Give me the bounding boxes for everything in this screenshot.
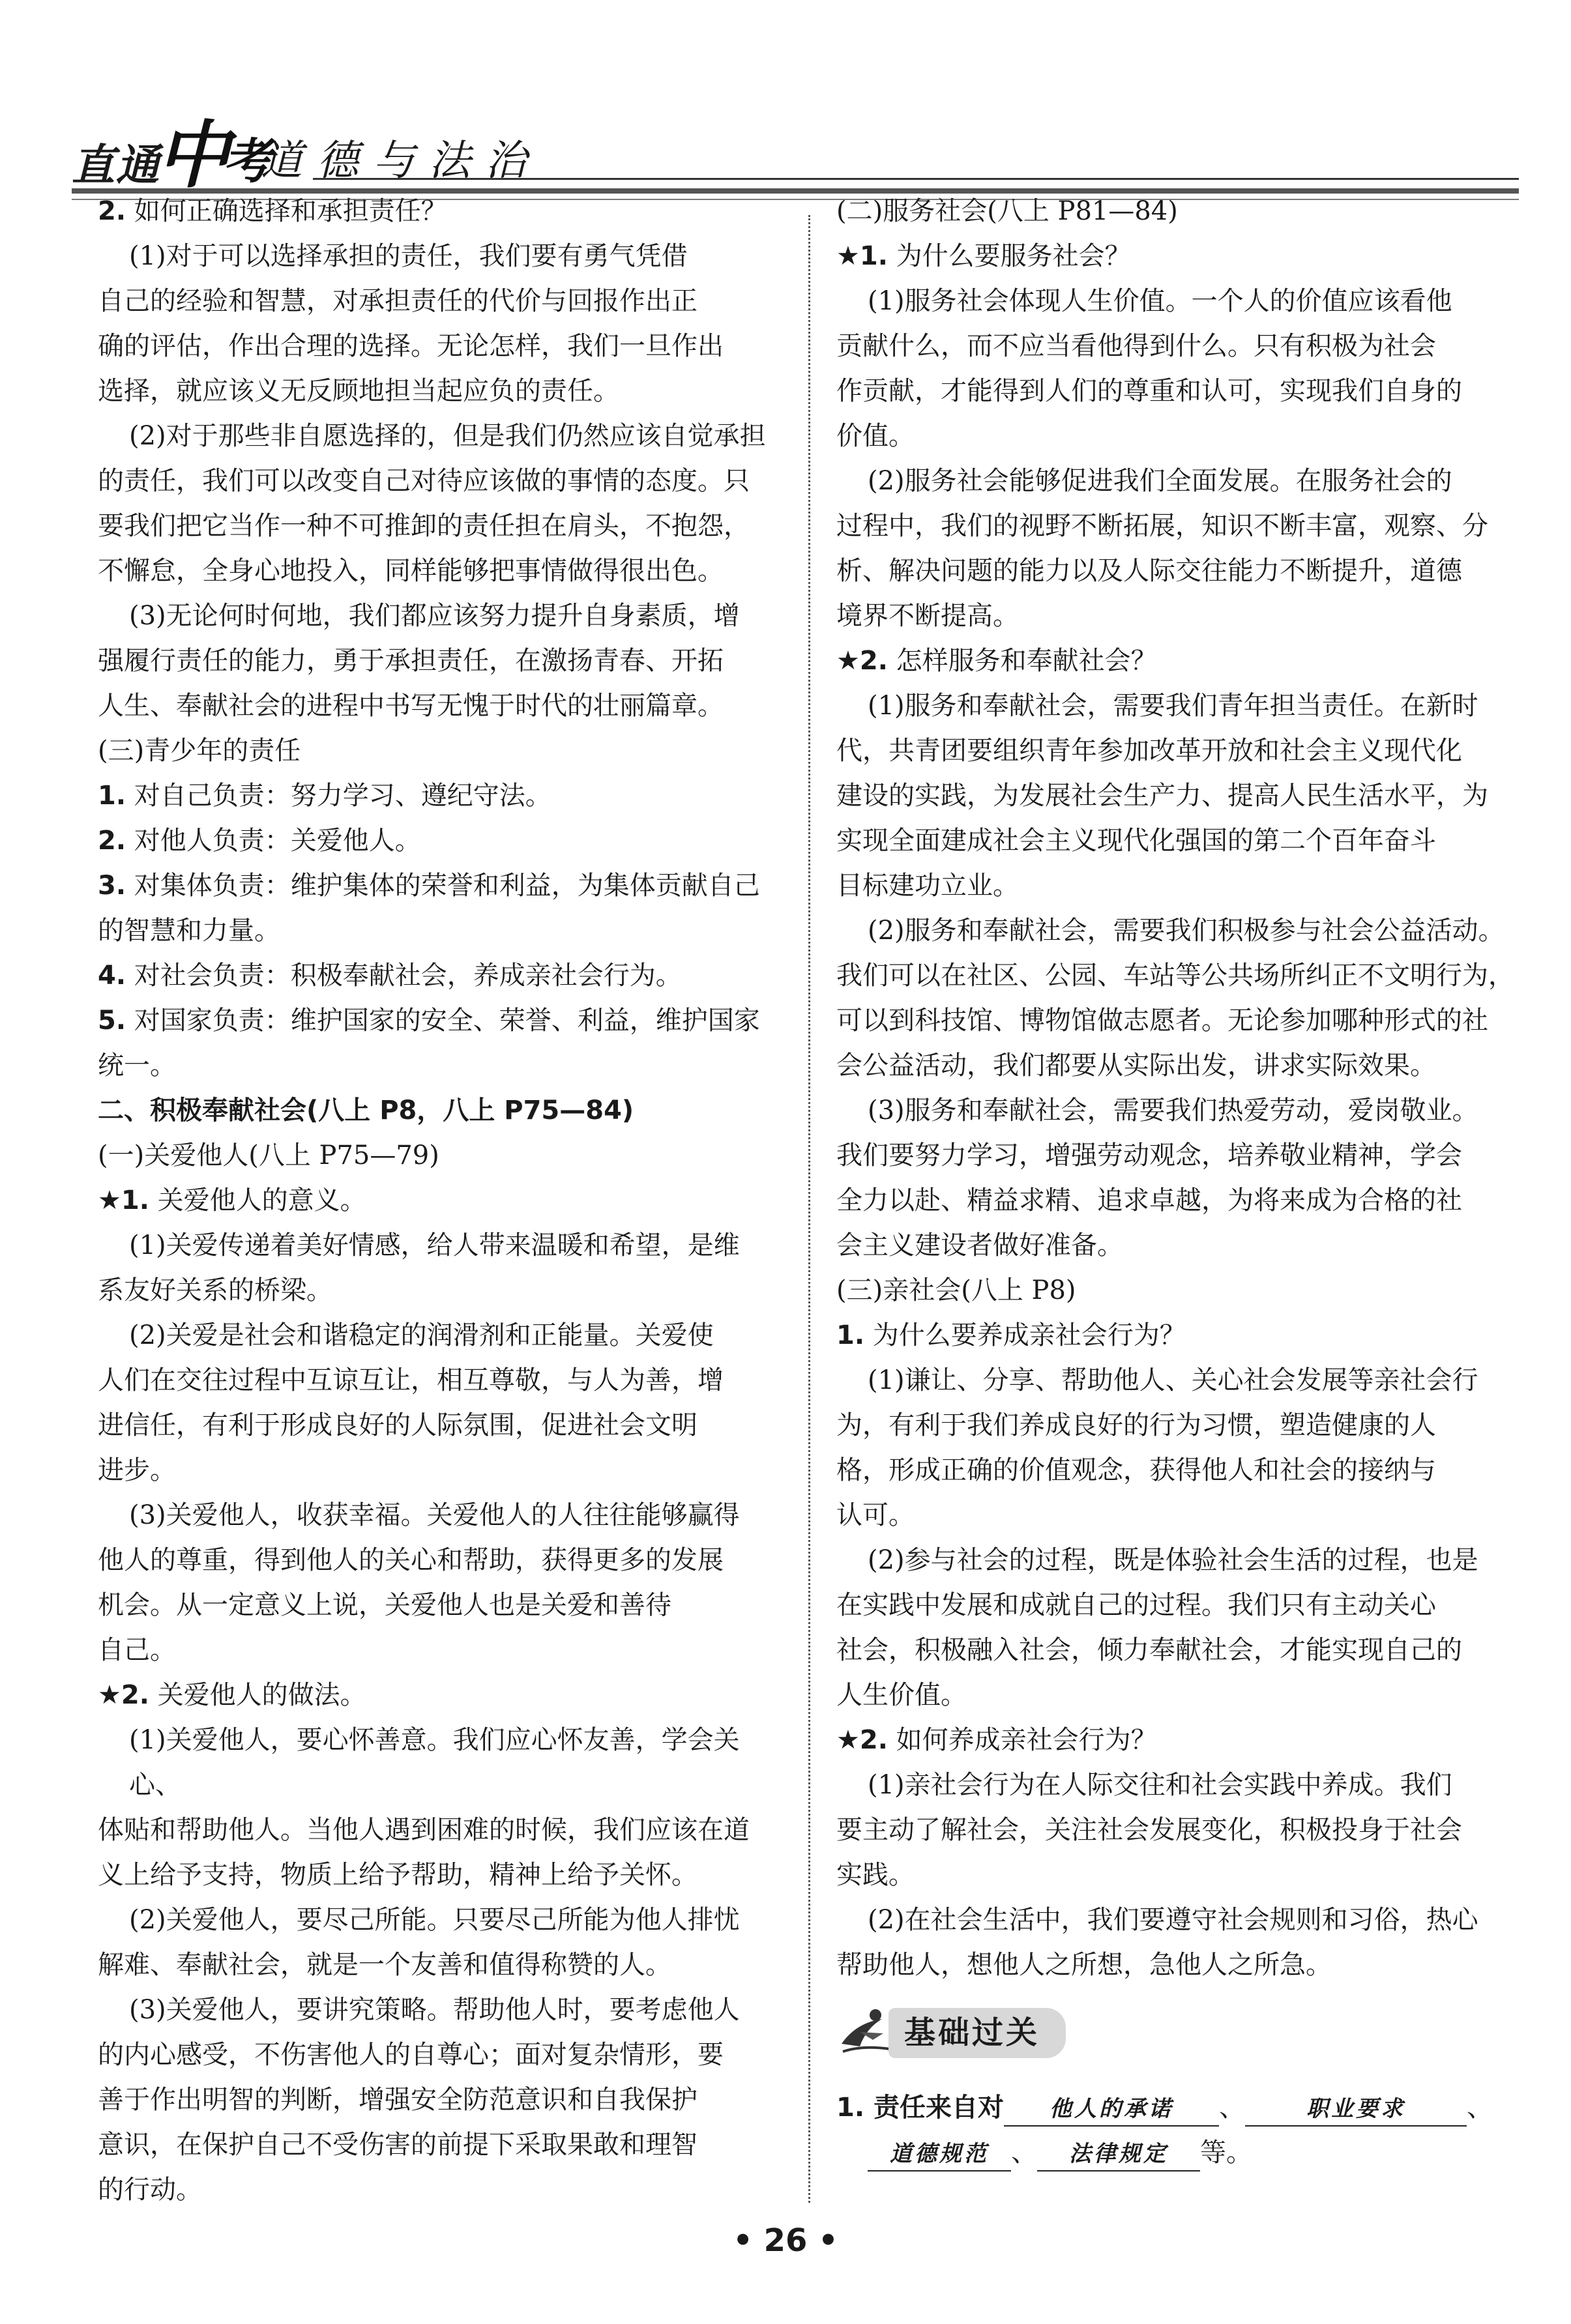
text-line: (三)青少年的责任 bbox=[98, 736, 301, 766]
text-line: (1)关爱传递着美好情感，给人带来温暖和希望，是维 bbox=[129, 1230, 740, 1260]
series-logo bbox=[72, 113, 271, 198]
text-line: 强履行责任的能力，勇于承担责任，在激扬青春、开拓 bbox=[98, 646, 724, 676]
item-number: 2. bbox=[98, 826, 126, 856]
text-line: 会公益活动，我们都要从实际出发，讲求实际效果。 bbox=[836, 1051, 1436, 1081]
text-line: 会主义建设者做好准备。 bbox=[836, 1230, 1123, 1260]
text-line: 进信任，有利于形成良好的人际氛围，促进社会文明 bbox=[98, 1410, 697, 1440]
text-line: 人生价值。 bbox=[836, 1680, 967, 1710]
text-line: (3)无论何时何地，我们都应该努力提升自身素质，增 bbox=[129, 601, 740, 631]
text-line: (三)亲社会(八上 P8) bbox=[836, 1275, 1076, 1305]
text-line: 4. 对社会负责：积极奉献社会，养成亲社会行为。 bbox=[98, 961, 682, 991]
text-line: (一)关爱他人(八上 P75—79) bbox=[98, 1140, 439, 1170]
text-line: 建设的实践，为发展社会生产力、提高人民生活水平，为 bbox=[836, 781, 1488, 811]
text-line: (2)对于那些非自愿选择的，但是我们仍然应该自觉承担 bbox=[129, 421, 766, 451]
text-line: 过程中，我们的视野不断拓展，知识不断丰富，观察、分 bbox=[836, 511, 1488, 541]
left-column bbox=[98, 189, 786, 2213]
text-line: (1)服务社会体现人生价值。一个人的价值应该看他 bbox=[868, 286, 1452, 316]
answer-blank-2: 职业要求 bbox=[1245, 2093, 1467, 2127]
text-line: 解难、奉献社会，就是一个友善和值得称赞的人。 bbox=[98, 1950, 671, 1980]
text-line: 为，有利于我们养成良好的行为习惯，塑造健康的人 bbox=[836, 1410, 1436, 1440]
text-line: 二、积极奉献社会(八上 P8，八上 P75—84) bbox=[98, 1096, 634, 1126]
item-number: ★2. bbox=[98, 1680, 149, 1710]
text-line: 在实践中发展和成就自己的过程。我们只有主动关心 bbox=[836, 1590, 1436, 1620]
text-line: 2. 如何正确选择和承担责任？ bbox=[98, 196, 447, 226]
text-line: 1. 为什么要养成亲社会行为？ bbox=[836, 1320, 1186, 1350]
section-banner bbox=[836, 1997, 1527, 2069]
item-number: 4. bbox=[98, 961, 126, 991]
text-line: (1)对于可以选择承担的责任，我们要有勇气凭借 bbox=[129, 241, 688, 271]
column-divider bbox=[808, 215, 810, 2203]
separator: 、 bbox=[1218, 2093, 1245, 2123]
text-line: 系友好关系的桥梁。 bbox=[98, 1275, 332, 1305]
item-number: ★1. bbox=[98, 1185, 149, 1215]
text-line: 作贡献，才能得到人们的尊重和认可，实现我们自身的 bbox=[836, 376, 1462, 406]
item-number: ★1. bbox=[836, 241, 888, 271]
page-number: • 26 • bbox=[733, 2222, 838, 2259]
text-line: (二)服务社会(八上 P81—84) bbox=[836, 196, 1178, 226]
text-line: 境界不断提高。 bbox=[836, 601, 1019, 631]
answer-blank-4: 法律规定 bbox=[1037, 2138, 1200, 2171]
text-line: 统一。 bbox=[98, 1051, 176, 1081]
text-line: 自己的经验和智慧，对承担责任的代价与回报作出正 bbox=[98, 286, 697, 316]
text-line: 认可。 bbox=[836, 1500, 915, 1530]
text-line: 5. 对国家负责：维护国家的安全、荣誉、利益，维护国家 bbox=[98, 1006, 760, 1036]
item-number: 1. bbox=[836, 1320, 865, 1350]
text-line: 不懈怠，全身心地投入，同样能够把事情做得很出色。 bbox=[98, 556, 724, 586]
logo-text-b: 中 bbox=[156, 113, 229, 198]
subject-title: 道德与法治 bbox=[261, 137, 541, 185]
text-line: 我们可以在社区、公园、车站等公共场所纠正不文明行为， bbox=[836, 961, 1514, 991]
text-line: (2)在社会生活中，我们要遵守社会规则和习俗，热心 bbox=[868, 1905, 1478, 1935]
text-line: (3)服务和奉献社会，需要我们热爱劳动，爱岗敬业。 bbox=[868, 1096, 1478, 1126]
text-line: 帮助他人，想他人之所想，急他人之所急。 bbox=[836, 1950, 1332, 1980]
text-line: 的内心感受，不伤害他人的自尊心；面对复杂情形，要 bbox=[98, 2040, 724, 2070]
text-line: (2)服务和奉献社会，需要我们积极参与社会公益活动。 bbox=[868, 916, 1505, 946]
item-number: 5. bbox=[98, 1006, 126, 1036]
text-line: 全力以赴、精益求精、追求卓越，为将来成为合格的社 bbox=[836, 1185, 1462, 1215]
text-line: 1. 对自己负责：努力学习、遵纪守法。 bbox=[98, 781, 551, 811]
separator: 、 bbox=[1011, 2138, 1037, 2168]
right-column-text bbox=[836, 189, 1527, 1988]
logo-text-a: 直通 bbox=[72, 140, 160, 190]
text-line: 我们要努力学习，增强劳动观念，培养敬业精神，学会 bbox=[836, 1140, 1462, 1170]
text-line: 贡献什么，而不应当看他得到什么。只有积极为社会 bbox=[836, 331, 1436, 361]
text-line: 3. 对集体负责：维护集体的荣誉和利益，为集体贡献自己 bbox=[98, 871, 760, 901]
text-line: ★2. 怎样服务和奉献社会？ bbox=[836, 646, 1157, 676]
text-line: 代，共青团要组织青年参加改革开放和社会主义现代化 bbox=[836, 736, 1462, 766]
item-number: 2. bbox=[98, 196, 126, 226]
text-line: ★1. 关爱他人的意义。 bbox=[98, 1185, 366, 1215]
text-line: 体贴和帮助他人。当他人遇到困难的时候，我们应该在道 bbox=[98, 1815, 750, 1845]
text-line: (2)服务社会能够促进我们全面发展。在服务社会的 bbox=[868, 466, 1452, 496]
item-number: ★2. bbox=[836, 646, 888, 676]
text-line: 的智慧和力量。 bbox=[98, 916, 280, 946]
separator: 、 bbox=[1466, 2093, 1493, 2123]
text-line: (3)关爱他人，要讲究策略。帮助他人时，要考虑他人 bbox=[129, 1995, 740, 2025]
text-line: 人们在交往过程中互谅互让，相互尊敬，与人为善，增 bbox=[98, 1365, 724, 1395]
text-line: ★1. 为什么要服务社会？ bbox=[836, 241, 1131, 271]
answer-blank-3: 道德规范 bbox=[868, 2138, 1011, 2171]
text-line: 实现全面建成社会主义现代化强国的第二个百年奋斗 bbox=[836, 826, 1436, 856]
text-line: 选择，就应该义无反顾地担当起应负的责任。 bbox=[98, 376, 619, 406]
text-line: (1)亲社会行为在人际交往和社会实践中养成。我们 bbox=[868, 1770, 1452, 1800]
text-line: (3)关爱他人，收获幸福。关爱他人的人往往能够赢得 bbox=[129, 1500, 740, 1530]
text-line: 善于作出明智的判断，增强安全防范意识和自我保护 bbox=[98, 2085, 697, 2115]
exercise-q1 bbox=[836, 2085, 1527, 2130]
text-line: 的行动。 bbox=[98, 2175, 202, 2205]
text-line: 可以到科技馆、博物馆做志愿者。无论参加哪种形式的社 bbox=[836, 1006, 1488, 1036]
text-line: 的责任，我们可以改变自己对待应该做的事情的态度。只 bbox=[98, 466, 750, 496]
q1-suffix: 等。 bbox=[1200, 2138, 1252, 2168]
item-number: ★2. bbox=[836, 1725, 888, 1755]
text-line: 格，形成正确的价值观念，获得他人和社会的接纳与 bbox=[836, 1455, 1436, 1485]
text-line: 确的评估，作出合理的选择。无论怎样，我们一旦作出 bbox=[98, 331, 724, 361]
text-line: ★2. 如何养成亲社会行为？ bbox=[836, 1725, 1157, 1755]
answer-blank-1: 他人的承诺 bbox=[1004, 2093, 1219, 2127]
text-line: 实践。 bbox=[836, 1860, 915, 1890]
banner-label: 基础过关 bbox=[888, 2008, 1066, 2058]
item-number: 1. bbox=[98, 781, 126, 811]
text-line: 人生、奉献社会的进程中书写无愧于时代的壮丽篇章。 bbox=[98, 691, 724, 721]
text-line: (1)谦让、分享、帮助他人、关心社会发展等亲社会行 bbox=[868, 1365, 1478, 1395]
logo-text-c: 考 bbox=[223, 134, 271, 190]
text-line: 意识，在保护自己不受伤害的前提下采取果敢和理智 bbox=[98, 2130, 697, 2160]
text-line: (2)关爱是社会和谐稳定的润滑剂和正能量。关爱使 bbox=[129, 1320, 714, 1350]
text-line: 目标建功立业。 bbox=[836, 871, 1019, 901]
runner-icon bbox=[836, 2003, 895, 2062]
header-rule-thin bbox=[313, 178, 1519, 180]
item-number: 3. bbox=[98, 871, 126, 901]
text-line: (1)关爱他人，要心怀善意。我们应心怀友善，学会关心、 bbox=[129, 1725, 740, 1800]
q1-prefix: 1. 责任来自对 bbox=[836, 2093, 1004, 2123]
right-column bbox=[836, 189, 1527, 2175]
text-line: 2. 对他人负责：关爱他人。 bbox=[98, 826, 421, 856]
text-line: 析、解决问题的能力以及人际交往能力不断提升，道德 bbox=[836, 556, 1462, 586]
text-line: 进步。 bbox=[98, 1455, 176, 1485]
text-line: 他人的尊重，得到他人的关心和帮助，获得更多的发展 bbox=[98, 1545, 724, 1575]
text-line: 自己。 bbox=[98, 1635, 176, 1665]
text-line: ★2. 关爱他人的做法。 bbox=[98, 1680, 366, 1710]
text-line: 社会，积极融入社会，倾力奉献社会，才能实现自己的 bbox=[836, 1635, 1462, 1665]
text-line: (2)参与社会的过程，既是体验社会生活的过程，也是 bbox=[868, 1545, 1478, 1575]
exercise-q1-cont bbox=[836, 2130, 1527, 2175]
text-line: 义上给予支持，物质上给予帮助，精神上给予关怀。 bbox=[98, 1860, 697, 1890]
text-line: (2)关爱他人，要尽己所能。只要尽己所能为他人排忧 bbox=[129, 1905, 740, 1935]
text-line: 价值。 bbox=[836, 421, 915, 451]
text-line: (1)服务和奉献社会，需要我们青年担当责任。在新时 bbox=[868, 691, 1478, 721]
text-line: 要我们把它当作一种不可推卸的责任担在肩头，不抱怨， bbox=[98, 511, 750, 541]
text-line: 要主动了解社会，关注社会发展变化，积极投身于社会 bbox=[836, 1815, 1462, 1845]
text-line: 机会。从一定意义上说，关爱他人也是关爱和善待 bbox=[98, 1590, 671, 1620]
